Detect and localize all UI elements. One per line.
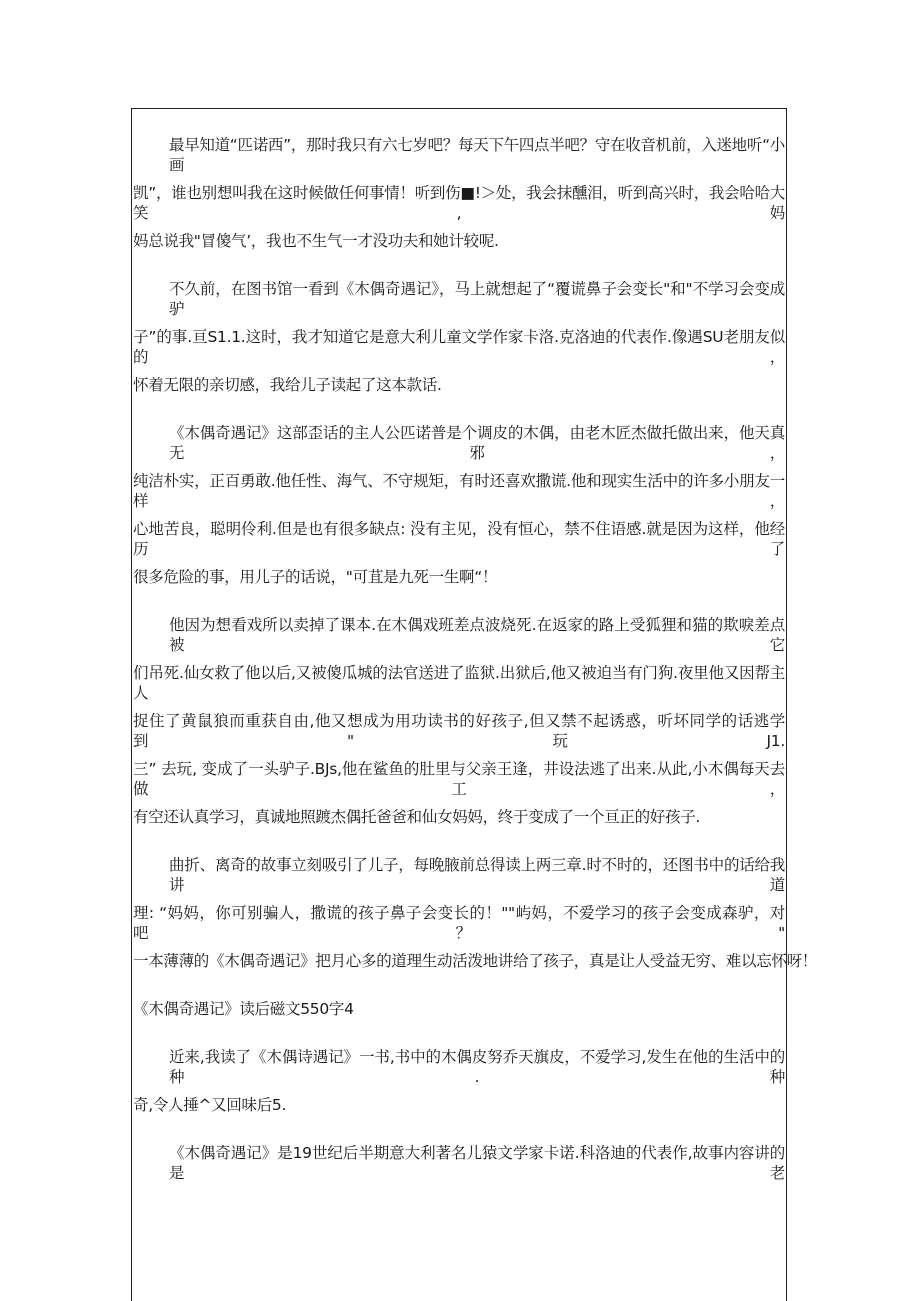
paragraph-2-line-3: 怀着无限的亲切感，我给儿子读起了这本款话.: [133, 376, 442, 394]
paragraph-2-line-1: 不久前，在图书馆一看到《木偶奇遇记》，马上就想起了“覆谎鼻子会变长"和"不学习会变成驴: [169, 280, 785, 318]
paragraph-2-line-2: 子”的事.亘S1.1.这时，我才知道它是意大利儿童文学作家卡洛.克洛迪的代表作.像遇SU老朋友似的，: [133, 328, 785, 366]
paragraph-7-line-2: 奇,令人捶^又回味后5.: [133, 1096, 287, 1114]
paragraph-4-line-3: 捉住了黄鼠狼而重获自由,他又想成为用功读书的好孩子,但又禁不起诱惑，听坏同学的话逃学到"玩J1.: [133, 712, 785, 750]
paragraph-5-line-2: 理: “妈妈，你可别骗人，撒谎的孩子鼻子会变长的！""屿妈，不爱学习的孩子会变成森驴，对吧？": [133, 904, 785, 942]
paragraph-4-line-5: 有空还认真学习，真诚地照踱杰偶托爸爸和仙女妈妈，终于变成了一个亘正的好孩子.: [133, 808, 701, 826]
paragraph-6-line-1: 《木偶奇遇记》读后磁文550字4: [133, 1000, 354, 1018]
paragraph-3-line-1: 《木偶奇遇记》这部歪话的主人公匹诺普是个调皮的木偶，由老木匠杰做托做出来，他天真无邪，: [169, 424, 785, 462]
paragraph-1-line-1: 最早知道“匹诺西”，那时我只有六七岁吧？每天下午四点半吧？守在收音机前，入迷地听“小画: [169, 136, 785, 174]
paragraph-4-line-2: 们吊死.仙女救了他以后,又被傻瓜城的法官送进了监狱.出狱后,他又被迫当有门狗.夜里他又因帮主人: [133, 664, 785, 702]
paragraph-5-line-1: 曲折、离奇的故事立刻吸引了儿子，每晚腋前总得读上两三章.时不时的，还图书中的话给我讲道: [169, 856, 785, 894]
paragraph-5-line-3: 一本薄薄的《木偶奇遇记》把月心多的道理生动活泼地讲给了孩子，真是让人受益无穷、难以忘怀呀！: [133, 952, 818, 970]
paragraph-3-line-2: 纯洁朴实，正百勇敢.他任性、海气、不守规矩，有时还喜欢撒谎.他和现实生活中的许多小朋友一样，: [133, 472, 785, 510]
paragraph-1-line-2: 凯”，谁也别想叫我在这时候做任何事情！听到伤■!＞处，我会抹醺泪，听到高兴时，我会哈哈大笑,妈: [133, 184, 785, 222]
paragraph-1-line-3: 妈总说我"冒傻气’，我也不生气一才没功夫和她计较呢.: [133, 232, 499, 250]
paragraph-8-line-1: 《木偶奇遇记》是19世纪后半期意大利著名儿猿文学家卡诺.科洛迪的代表作,故事内容讲的是老: [169, 1144, 785, 1182]
paragraph-3-line-3: 心地苦良，聪明伶利.但是也有很多缺点: 没有主见，没有恒心，禁不住语感.就是因为这样，他经历了: [133, 520, 785, 558]
paragraph-4-line-1: 他因为想看戏所以卖掉了课本.在木偶戏班差点波烧死.在返家的路上受狐狸和猫的欺唳差点被它: [169, 616, 785, 654]
paragraph-3-line-4: 很多危险的事，用儿子的话说，"可苴是九死一生啊“！: [133, 568, 498, 586]
paragraph-4-line-4: 三” 去玩, 变成了一头驴子.BJs,他在鲨鱼的肚里与父亲王逢，井设法逃了出来.从此,小木偶每天去做工，: [133, 760, 785, 798]
paragraph-7-line-1: 近来,我读了《木偶诗遇记》一书,书中的木偶皮努乔天旗皮，不爱学习,发生在他的生活中的种.种: [169, 1048, 785, 1086]
